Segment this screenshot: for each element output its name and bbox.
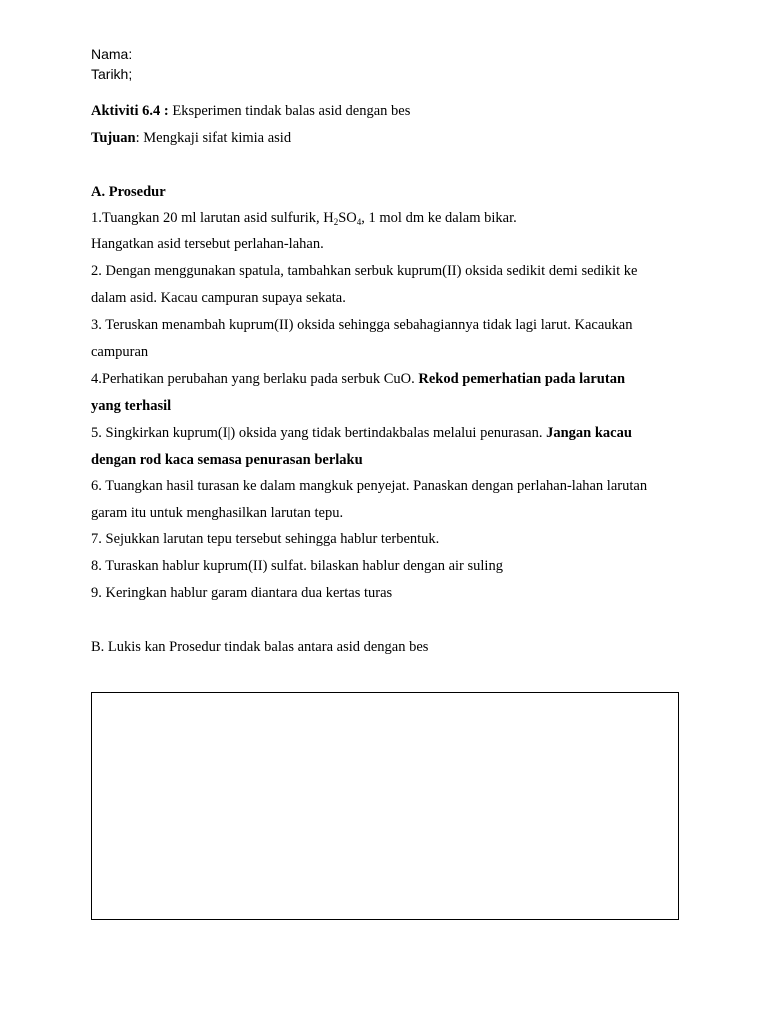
tarikh-label: Tarikh; xyxy=(91,66,133,82)
step-1-text-c: , 1 mol dm ke dalam bikar. xyxy=(361,210,517,226)
step-4-line-2 xyxy=(91,398,171,415)
section-b-heading: B. Lukis kan Prosedur tindak balas antara asid dengan bes xyxy=(91,639,429,655)
step-1 xyxy=(91,210,517,227)
step-2-line-2: dalam asid. Kacau campuran supaya sekata. xyxy=(91,290,346,306)
step-1-line-2: Hangatkan asid tersebut perlahan-lahan. xyxy=(91,236,324,252)
step-5-line-2 xyxy=(91,452,363,469)
section-a-heading-text: A. Prosedur xyxy=(91,184,166,200)
tujuan-text: : Mengkaji sifat kimia asid xyxy=(135,130,292,146)
step-9: 9. Keringkan hablur garam diantara dua kertas turas xyxy=(91,585,393,601)
aktiviti-title: Eksperimen tindak balas asid dengan bes xyxy=(168,103,411,119)
step-6-line-2: garam itu untuk menghasilkan larutan tepu. xyxy=(91,505,344,521)
step-5-bold-text: Jangan kacau xyxy=(546,425,632,441)
section-a-heading xyxy=(91,184,166,201)
tujuan-label: Tujuan xyxy=(91,130,136,146)
aktiviti-label: Aktiviti 6.4 : xyxy=(91,103,169,119)
step-4-text: 4.Perhatikan perubahan yang berlaku pada serbuk CuO. xyxy=(91,371,419,387)
step-1-text-a: 1.Tuangkan 20 ml larutan asid sulfurik, H xyxy=(91,210,334,226)
nama-label: Nama: xyxy=(91,46,133,62)
step-4-line-1 xyxy=(91,371,625,388)
step-3-line-2: campuran xyxy=(91,344,149,360)
step-8: 8. Turaskan hablur kuprum(II) sulfat. bilaskan hablur dengan air suling xyxy=(91,558,503,574)
step-1-subscript-4: 4 xyxy=(356,217,362,227)
step-7: 7. Sejukkan larutan tepu tersebut sehingga hablur terbentuk. xyxy=(91,531,440,547)
step-1-text-b: SO xyxy=(338,210,357,226)
step-1-subscript-2: 2 xyxy=(333,217,339,227)
tujuan-line xyxy=(91,130,291,147)
step-2-line-1: 2. Dengan menggunakan spatula, tambahkan serbuk kuprum(II) oksida sedikit demi sedikit ke xyxy=(91,263,638,279)
step-6-line-1: 6. Tuangkan hasil turasan ke dalam mangkuk penyejat. Panaskan dengan perlahan-lahan larutan xyxy=(91,478,648,494)
step-4-bold-text: Rekod pemerhatian pada larutan xyxy=(418,371,626,387)
step-5-line-1 xyxy=(91,425,632,442)
step-5-bold-text-2: dengan rod kaca semasa penurasan berlaku xyxy=(91,452,363,468)
step-4-bold-text-2: yang terhasil xyxy=(91,398,172,414)
aktiviti-line xyxy=(91,103,410,120)
step-5-text: 5. Singkirkan kuprum(I|) oksida yang tidak bertindakbalas melalui penurasan. xyxy=(91,425,547,441)
drawing-answer-box[interactable] xyxy=(91,692,679,920)
step-3-line-1: 3. Teruskan menambah kuprum(II) oksida sehingga sebahagiannya tidak lagi larut. Kacaukan xyxy=(91,317,633,333)
